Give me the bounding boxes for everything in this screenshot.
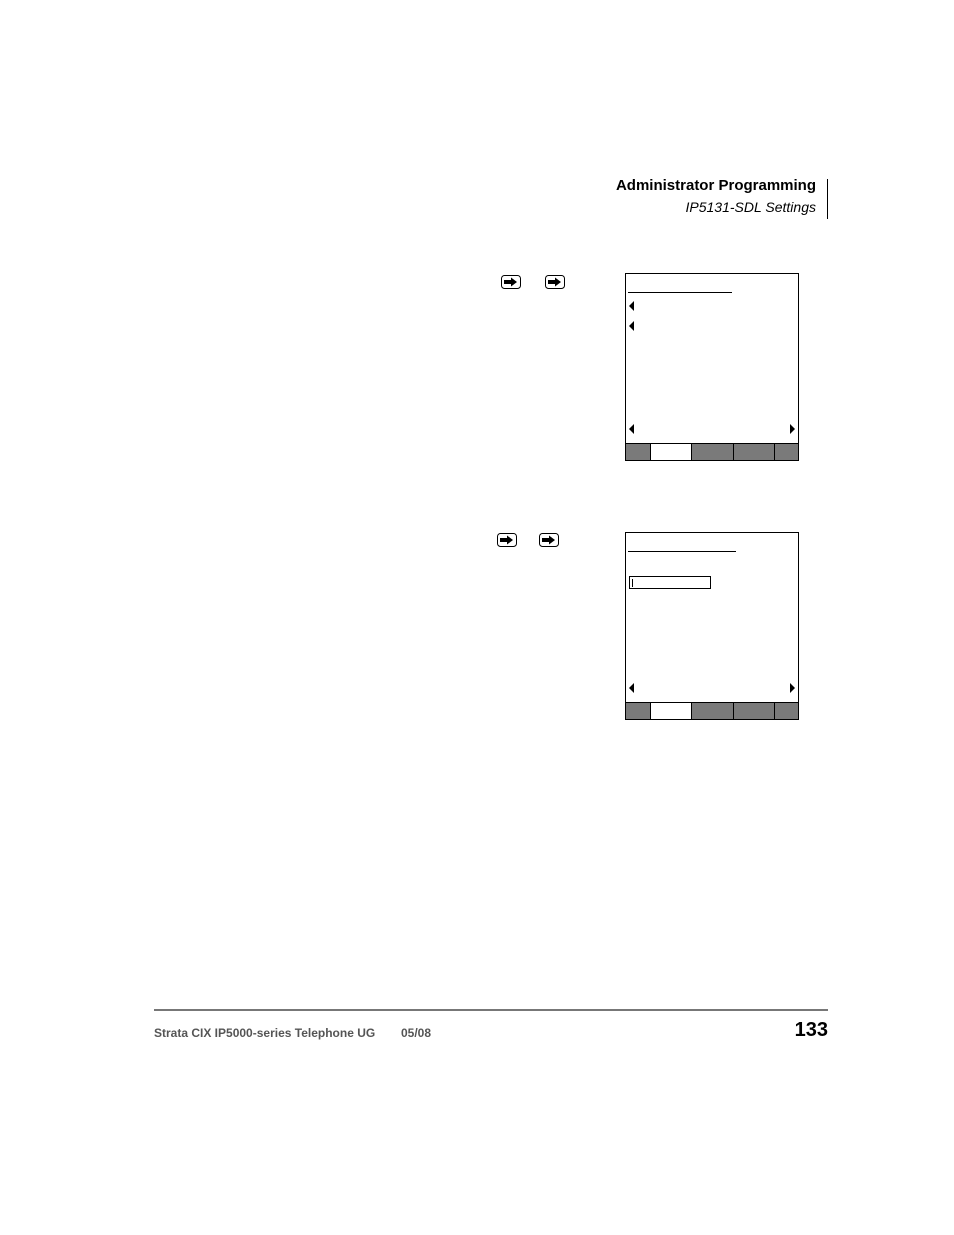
entry-field[interactable] (629, 576, 711, 589)
arrow-right-icon (497, 533, 517, 547)
scroll-left-icon[interactable] (629, 683, 634, 693)
footer-date: 05/08 (401, 1026, 432, 1040)
chapter-title: Administrator Programming (615, 177, 816, 194)
softkey-5[interactable] (775, 703, 798, 719)
softkey-2[interactable] (651, 444, 692, 460)
text-cursor (632, 579, 633, 587)
page-number: 133 (794, 1019, 828, 1041)
scroll-right-icon[interactable] (790, 683, 795, 693)
arrow-right-icon (545, 275, 565, 289)
phone-display-entry (625, 532, 799, 720)
footer-divider (154, 1009, 828, 1011)
display-title-underline (628, 292, 732, 293)
footer-document-title: Strata CIX IP5000-series Telephone UG (154, 1026, 376, 1040)
left-arrow-icon[interactable] (629, 301, 634, 311)
softkey-1[interactable] (626, 703, 651, 719)
display-title-underline (628, 551, 736, 552)
softkey-4[interactable] (734, 444, 775, 460)
softkey-4[interactable] (734, 703, 775, 719)
softkey-3[interactable] (692, 444, 734, 460)
arrow-right-icon (501, 275, 521, 289)
scroll-right-icon[interactable] (790, 424, 795, 434)
softkey-2[interactable] (651, 703, 692, 719)
running-header (560, 176, 816, 218)
scroll-left-icon[interactable] (629, 424, 634, 434)
softkey-bar (626, 702, 798, 719)
softkey-1[interactable] (626, 444, 651, 460)
section-subtitle: IP5131-SDL Settings (685, 199, 816, 215)
arrow-right-icon (539, 533, 559, 547)
left-arrow-icon[interactable] (629, 321, 634, 331)
softkey-bar (626, 443, 798, 460)
phone-display-menu (625, 273, 799, 461)
softkey-5[interactable] (775, 444, 798, 460)
header-divider (827, 179, 828, 219)
softkey-3[interactable] (692, 703, 734, 719)
